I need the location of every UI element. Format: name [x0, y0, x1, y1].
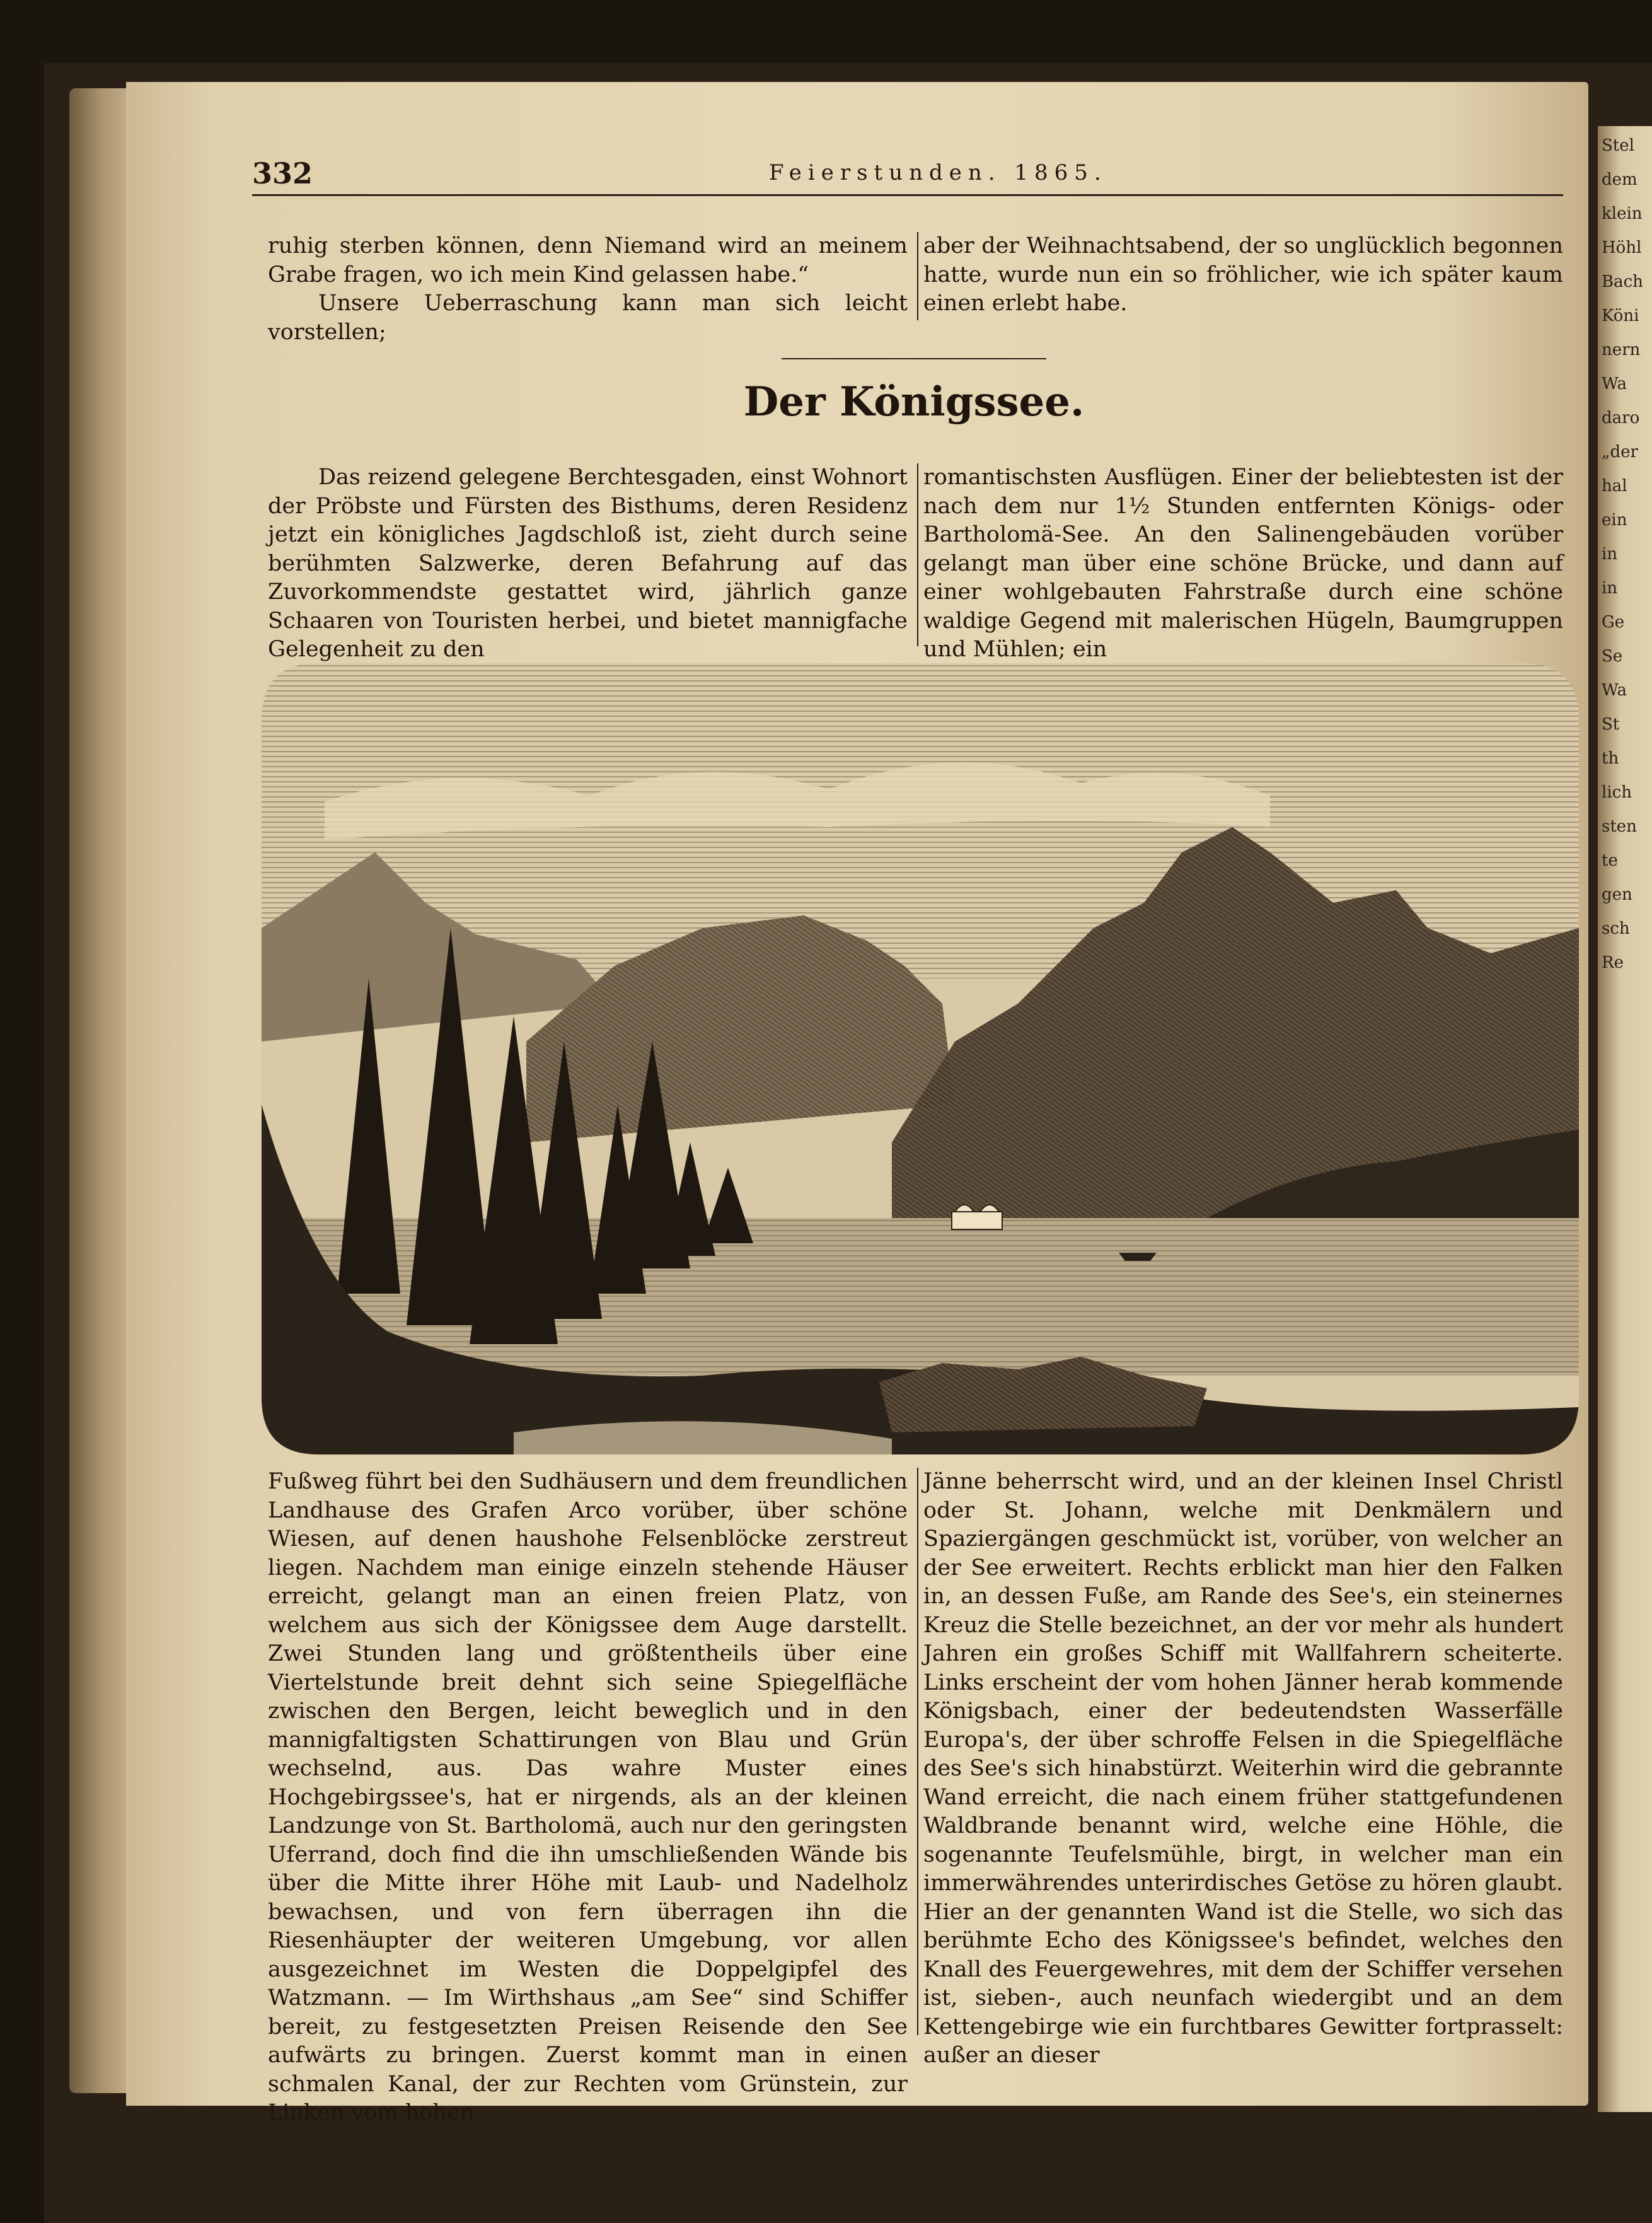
next-page-fragment: ein [1602, 511, 1627, 530]
top-left-paragraph-2: Unsere Ueberraschung kann man sich leicht vorstellen; [268, 291, 908, 345]
next-page-edge [1598, 126, 1652, 2112]
next-page-fragment: th [1602, 749, 1619, 768]
column-divider-body [917, 1468, 918, 2035]
next-page-fragment: Se [1602, 647, 1623, 666]
next-page-fragment: lich [1602, 783, 1632, 802]
next-page-fragment: daro [1602, 409, 1640, 427]
top-left-column [268, 232, 908, 347]
page-number: 332 [252, 156, 313, 190]
body-left-paragraph: Fußweg führt bei den Sudhäusern und dem freundlichen Landhause des Grafen Arco vorüber, über schöne Wiesen, auf denen haushohe Felsenblöcke zerstreut liegen. Nachdem man einige einzeln stehende Häuser erreicht, gelangt man an einen freien Platz, von welchem aus sich der Königssee dem Auge darstellt. Zwei Stunden lang und größtentheils über eine Viertelstunde breit dehnt sich seine Spiegelfläche zwischen den Bergen, leicht beweglich und in den mannigfaltigsten Schattirungen von Blau und Grün wechselnd, aus. Das wahre Muster eines Hochgebirgssee's, hat er nirgends, als an der kleinen Landzunge von St. Bartholomä, auch nur den geringsten Uferrand, doch find die ihn umschließenden Wände bis über die Mitte ihrer Höhe mit Laub- und Nadelholz bewachsen, und von fern überragen ihn die Riesenhäupter der weiteren Umgebung, vor allen ausgezeichnet im Westen die Doppelgipfel des Watzmann. — Im Wirthshaus „am See“ sind Schiffer bereit, zu festgesetzten Preisen Reisende den See aufwärts zu bringen. Zuerst kommt man in einen schmalen Kanal, der zur Rechten vom Grünstein, zur Linken vom hohen [268, 1469, 908, 2125]
body-right-column [923, 1468, 1563, 2070]
next-page-fragment: „der [1602, 443, 1638, 461]
next-page-fragment: Höhl [1602, 238, 1642, 257]
next-page-fragment: St [1602, 715, 1620, 734]
body-right-paragraph: Jänne beherrscht wird, und an der kleinen Insel Christl oder St. Johann, welche mit Denkmälern und Spaziergängen geschmückt ist, vorüber, von welcher an der See erweitert. Rechts erblickt man hier den Falken in, an dessen Fuße, am Rande des See's, ein steinernes Kreuz die Stelle bezeichnet, an der vor mehr als hundert Jahren ein großes Schiff mit Wallfahrern scheiterte. Links erscheint der vom hohen Jänner herab kommende Königsbach, einer der bedeutendsten Wasserfälle Europa's, der über schroffe Felsen in die Spiegelfläche des See's sich hinabstürzt. Weiterhin wird die gebrannte Wand erreicht, die nach einem früher stattgefundenen Waldbrande benannt wird, welche eine Höhle, die sogenannte Teufelsmühle, birgt, in welcher man ein immerwährendes unterirdisches Getöse zu hören glaubt. Hier an der genannten Wand ist die Stelle, wo sich das berühmte Echo des Königssee's befindet, welches den Knall des Feuergewehres, mit dem der Schiffer versehen ist, sieben-, auch neunfach wiedergibt und an dem Kettengebirge wie ein furchtbares Gewitter fortprasselt: außer an dieser [923, 1469, 1563, 2068]
intro-left-paragraph: Das reizend gelegene Berchtesgaden, einst Wohnort der Pröbste und Fürsten des Bisthums, deren Residenz jetzt ein königliches Jagdschloß ist, zieht durch seine berühmten Salzwerke, deren Befahrung auf das Zuvorkommendste gestattet wird, jährlich ganze Schaaren von Touristen herbei, und bietet mannigfache Gelegenheit zu den [268, 465, 908, 662]
next-page-fragment: Wa [1602, 374, 1627, 393]
next-page-fragment: sch [1602, 919, 1630, 938]
intro-right-paragraph: romantischsten Ausflügen. Einer der beliebtesten ist der nach dem nur 1½ Stunden entfernten Königs- oder Bartholomä-See. An den Salinengebäuden vorüber gelangt man über eine schöne Brücke, und dann auf einer wohlgebauten Fahrstraße durch eine schöne waldige Gegend mit malerischen Hügeln, Baumgruppen und Mühlen; ein [923, 465, 1563, 662]
next-page-fragment: sten [1602, 817, 1637, 836]
next-page-fragment: hal [1602, 477, 1627, 496]
column-divider-top [917, 232, 918, 320]
column-divider-intro [917, 463, 918, 646]
intro-left-column [268, 463, 908, 665]
top-left-paragraph-1: ruhig sterben können, denn Niemand wird an meinem Grabe fragen, wo ich mein Kind gelassen habe.“ [268, 233, 908, 287]
next-page-fragment: Re [1602, 953, 1624, 972]
next-page-fragment: dem [1602, 170, 1638, 189]
engraving-svg [262, 663, 1579, 1454]
next-page-fragment: gen [1602, 885, 1632, 904]
next-page-fragment: Wa [1602, 681, 1627, 700]
intro-right-column [923, 463, 1563, 665]
next-page-fragment: klein [1602, 204, 1643, 223]
koenigssee-engraving [262, 663, 1579, 1454]
top-right-column [923, 232, 1563, 318]
next-page-fragment: in [1602, 579, 1618, 598]
next-page-fragment: Köni [1602, 306, 1639, 325]
next-page-fragment: nern [1602, 340, 1641, 359]
boat [1119, 1253, 1157, 1261]
next-page-fragment: Bach [1602, 272, 1643, 291]
next-page-fragment: in [1602, 545, 1618, 564]
page-header [252, 156, 1563, 196]
top-right-paragraph: aber der Weihnachtsabend, der so unglücklich begonnen hatte, wurde nun ein so fröhlicher, wie ich später kaum einen erlebt habe. [923, 233, 1563, 316]
next-page-fragment: Ge [1602, 613, 1625, 632]
section-divider [782, 358, 1046, 359]
body-left-column [268, 1468, 908, 2128]
next-page-fragment: te [1602, 851, 1618, 870]
next-page-fragment: Stel [1602, 136, 1634, 155]
running-title: Feierstunden. 1865. [769, 160, 1107, 185]
article-title: Der Königssee. [743, 378, 1085, 426]
